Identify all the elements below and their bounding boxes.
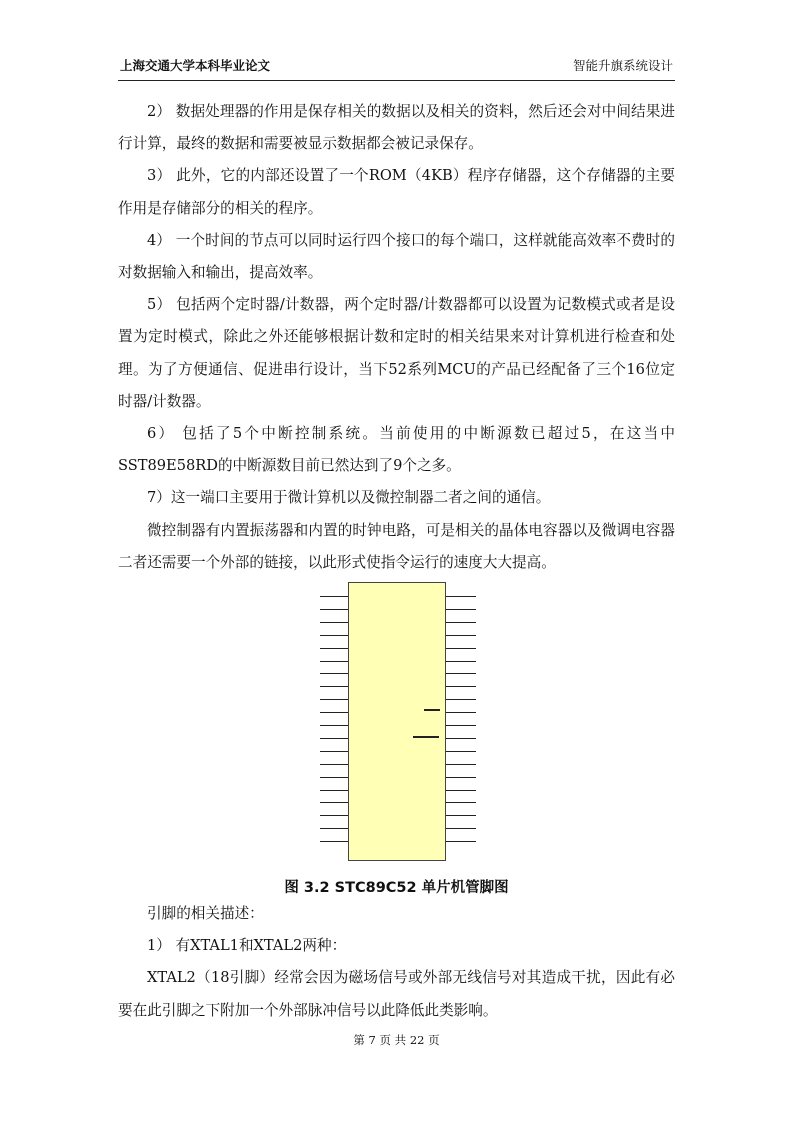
chip-pin-right — [446, 699, 476, 700]
chip-body — [348, 582, 446, 861]
paragraph-oscillator: 微控制器有内置振荡器和内置的时钟电路，可是相关的晶体电容器以及微调电容器二者还需要一个外部的链接，以此形式使指令运行的速度大大提高。 — [118, 521, 675, 571]
paragraph-7: 7）这一端口主要用于微计算机以及微控制器二者之间的通信。 — [147, 489, 551, 507]
paragraph-3: 3） 此外，它的内部还设置了一个ROM（4KB）程序存储器，这个存储器的主要作用是存储部分的相关的程序。 — [118, 167, 675, 217]
chip-pin-right — [446, 815, 476, 816]
figure-caption: 图 3.2 STC89C52 单片机管脚图 — [284, 880, 509, 896]
chip-pin-left — [320, 699, 348, 700]
paragraph-pin-description: 引脚的相关描述： — [147, 905, 264, 922]
chip-pin-right — [446, 828, 476, 829]
chip-pin-right — [446, 648, 476, 649]
chip-pin-left — [320, 841, 348, 842]
chip-pin-left — [320, 648, 348, 649]
paragraph-4: 4） 一个时间的节点可以同时运行四个接口的每个端口，这样就能高效率不费时的对数据输入和输出，提高效率。 — [118, 231, 675, 282]
chip-pin-left — [320, 661, 348, 662]
chip-pin-left — [320, 751, 348, 752]
pin-overbar-mark — [424, 709, 440, 711]
paragraph-xtal2: XTAL2（18引脚）经常会因为磁场信号或外部无线信号对其造成干扰，因此有必要在此引脚之下附加一个外部脉冲信号以此降低此类影响。 — [118, 969, 675, 1019]
paragraph-6: 6） 包括了5个中断控制系统。当前使用的中断源数已超过5，在这当中SST89E58RD的中断源数目前已然达到了9个之多。 — [118, 425, 675, 475]
chip-pin-right — [446, 725, 476, 726]
chip-pin-left — [320, 802, 348, 803]
chip-pin-right — [446, 673, 476, 674]
chip-pin-left — [320, 609, 348, 610]
chip-pin-right — [446, 751, 476, 752]
chip-pin-right — [446, 635, 476, 636]
paragraph-xtal: 1） 有XTAL1和XTAL2两种： — [147, 937, 347, 955]
chip-pin-left — [320, 712, 348, 713]
chip-pin-left — [320, 815, 348, 816]
body-text-continued — [118, 898, 675, 1027]
chip-pin-right — [446, 802, 476, 803]
chip-pin-right — [446, 609, 476, 610]
chip-pin-left — [320, 622, 348, 623]
chip-pin-right — [446, 686, 476, 687]
chip-pinout-figure — [320, 582, 476, 864]
chip-pin-right — [446, 596, 476, 597]
chip-pin-left — [320, 673, 348, 674]
body-text — [118, 96, 675, 579]
chip-pin-left — [320, 635, 348, 636]
header-thesis-title: 智能升旗系统设计 — [572, 58, 673, 73]
chip-pin-left — [320, 790, 348, 791]
paragraph-5: 5） 包括两个定时器/计数器，两个定时器/计数器都可以设置为记数模式或者是设置为定时模式，除此之外还能够根据计数和定时的相关结果来对计算机进行检查和处理。为了方便通信、促进串行设计，当下52系列MCU的产品已经配备了三个16位定时器/计数器。 — [118, 296, 675, 410]
chip-pin-left — [320, 738, 348, 739]
header-university: 上海交通大学本科毕业论文 — [120, 58, 271, 73]
chip-pin-right — [446, 790, 476, 791]
chip-pin-right — [446, 622, 476, 623]
chip-pin-right — [446, 764, 476, 765]
chip-pin-left — [320, 686, 348, 687]
chip-pin-left — [320, 596, 348, 597]
chip-pin-left — [320, 764, 348, 765]
page-header — [118, 52, 675, 81]
chip-pin-left — [320, 725, 348, 726]
chip-pin-right — [446, 777, 476, 778]
chip-pin-right — [446, 661, 476, 662]
page-footer: 第 7 页 共 22 页 — [353, 1033, 440, 1047]
chip-pin-right — [446, 841, 476, 842]
chip-pin-left — [320, 777, 348, 778]
chip-pin-right — [446, 712, 476, 713]
chip-pin-left — [320, 828, 348, 829]
chip-pin-right — [446, 738, 476, 739]
pin-overbar-mark — [413, 736, 439, 738]
paragraph-2: 2） 数据处理器的作用是保存相关的数据以及相关的资料，然后还会对中间结果进行计算，最终的数据和需要被显示数据都会被记录保存。 — [118, 103, 675, 153]
